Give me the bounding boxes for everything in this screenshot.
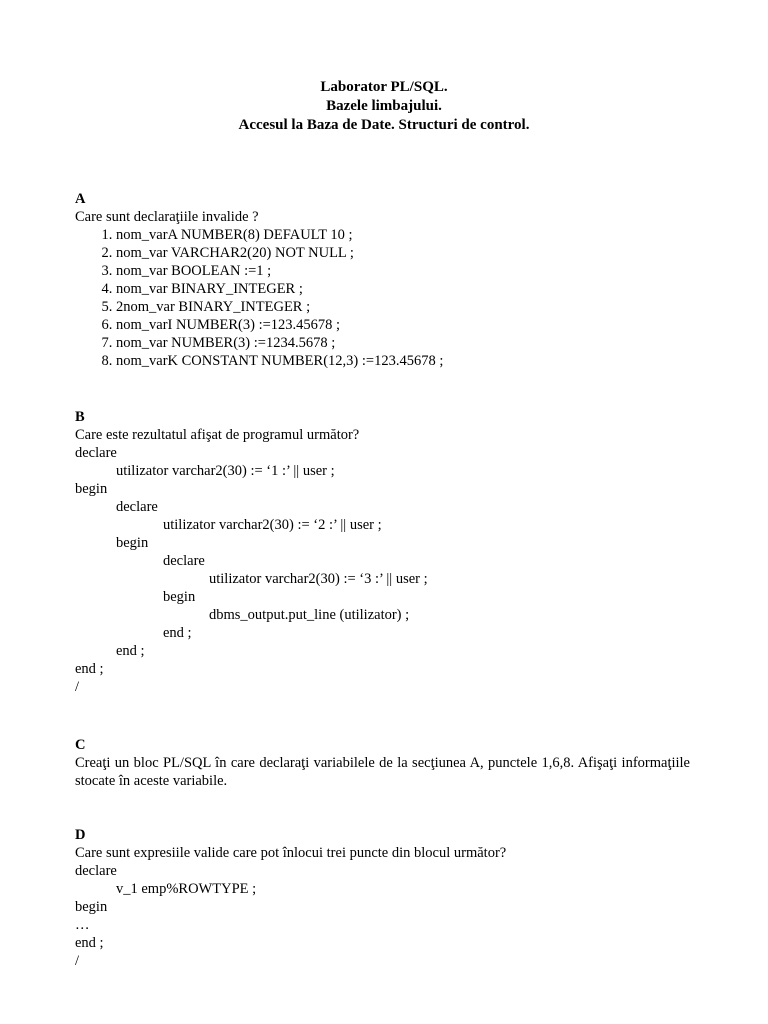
- section-c: [75, 736, 690, 790]
- list-item: 7. nom_var NUMBER(3) :=1234.5678 ;: [116, 334, 690, 352]
- code-line: v_1 emp%ROWTYPE ;: [116, 881, 257, 897]
- list-item: 8. nom_varK CONSTANT NUMBER(12,3) :=123.45678 ;: [116, 352, 690, 370]
- list-item: 5. 2nom_var BINARY_INTEGER ;: [116, 298, 690, 316]
- code-line: declare: [75, 863, 117, 879]
- code-line: declare: [163, 553, 205, 569]
- declarations-list: [75, 226, 690, 370]
- code-line: end ;: [75, 661, 104, 677]
- section-a-question: Care sunt declaraţiile invalide ?: [75, 209, 259, 225]
- code-line: /: [75, 679, 80, 695]
- section-c-text: Creaţi un bloc PL/SQL în care declaraţi variabilele de la secţiunea A, punctele 1,6,8. Afişaţi informaţiile stocate în aceste variabile.: [75, 755, 690, 789]
- section-d: [75, 826, 690, 970]
- code-line: utilizator varchar2(30) := ‘1 :’ || user ;: [116, 463, 335, 479]
- code-line: …: [75, 917, 90, 933]
- title-line-1: Laborator PL/SQL.: [320, 79, 448, 95]
- section-c-heading: C: [75, 737, 86, 753]
- title-line-3: Accesul la Baza de Date. Structuri de control.: [238, 117, 530, 133]
- code-line: end ;: [75, 935, 104, 951]
- section-d-heading: D: [75, 827, 86, 843]
- code-line: declare: [116, 499, 158, 515]
- section-b-question: Care este rezultatul afişat de programul următor?: [75, 427, 360, 443]
- code-line: end ;: [163, 625, 192, 641]
- list-item: 1. nom_varA NUMBER(8) DEFAULT 10 ;: [116, 226, 690, 244]
- code-line: utilizator varchar2(30) := ‘2 :’ || user ;: [163, 517, 382, 533]
- code-line: begin: [75, 899, 108, 915]
- code-line: begin: [75, 481, 108, 497]
- code-line: begin: [116, 535, 149, 551]
- list-item: 3. nom_var BOOLEAN :=1 ;: [116, 262, 690, 280]
- list-item: 6. nom_varI NUMBER(3) :=123.45678 ;: [116, 316, 690, 334]
- list-item: 2. nom_var VARCHAR2(20) NOT NULL ;: [116, 244, 690, 262]
- code-line: /: [75, 953, 80, 969]
- code-line: dbms_output.put_line (utilizator) ;: [209, 607, 410, 623]
- code-line: declare: [75, 445, 117, 461]
- section-a: [75, 190, 690, 370]
- section-d-question: Care sunt expresiile valide care pot înlocui trei puncte din blocul următor?: [75, 845, 507, 861]
- list-item: 4. nom_var BINARY_INTEGER ;: [116, 280, 690, 298]
- document-title: [0, 78, 768, 135]
- section-b-heading: B: [75, 409, 85, 425]
- title-line-2: Bazele limbajului.: [326, 98, 442, 114]
- code-line: begin: [163, 589, 196, 605]
- section-a-heading: A: [75, 191, 86, 207]
- section-b: [75, 408, 690, 696]
- code-line: utilizator varchar2(30) := ‘3 :’ || user ;: [209, 571, 428, 587]
- code-line: end ;: [116, 643, 145, 659]
